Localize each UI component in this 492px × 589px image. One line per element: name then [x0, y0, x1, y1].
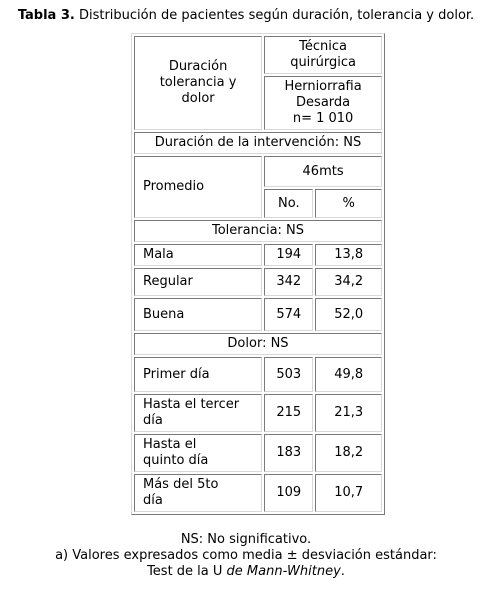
section-pain: Dolor: NS: [134, 333, 382, 355]
duration-label: Promedio: [134, 156, 262, 218]
footnote-ns: NS: No significativo.: [180, 532, 312, 547]
col-no-header: No.: [264, 189, 313, 218]
footnote-values: a) Valores expresados como media ± desviación estándar:: [55, 548, 437, 563]
header-row-label: Duración tolerancia y dolor: [134, 36, 262, 130]
section-duration: Duración de la intervención: NS: [134, 132, 382, 154]
table-row: [134, 357, 382, 392]
row-pct: 52,0: [315, 298, 382, 331]
row-pct: 18,2: [315, 434, 382, 472]
row-label: Hasta el quinto día: [134, 434, 262, 472]
footnote-test-text: Test de la U: [147, 564, 227, 579]
duration-value: 46mts: [264, 156, 382, 187]
table-caption: [0, 8, 492, 23]
row-label: Regular: [134, 268, 262, 296]
table-row: [134, 434, 382, 472]
footnote-test-italic: de Mann-Whitney: [226, 564, 341, 579]
table-row: [134, 268, 382, 296]
caption-text: Distribución de pacientes según duración, tolerancia y dolor.: [74, 8, 475, 23]
row-no: 183: [264, 434, 313, 472]
row-pct: 10,7: [315, 474, 382, 512]
header-group: Técnica quirúrgica: [264, 36, 382, 74]
section-tolerance: Tolerancia: NS: [134, 220, 382, 242]
row-label: Hasta el tercer día: [134, 394, 262, 432]
header-technique: Herniorrafia Desarda n= 1 010: [264, 76, 382, 130]
row-no: 503: [264, 357, 313, 392]
row-no: 194: [264, 244, 313, 266]
footnote-test: [0, 564, 492, 580]
row-label: Mala: [134, 244, 262, 266]
row-pct: 13,8: [315, 244, 382, 266]
row-pct: 21,3: [315, 394, 382, 432]
row-label: Más del 5to día: [134, 474, 262, 512]
patients-table: [131, 33, 385, 515]
table-footnotes: [0, 532, 492, 580]
footnote-test-end: .: [340, 564, 345, 579]
table-container: [131, 33, 385, 515]
row-label: Buena: [134, 298, 262, 331]
row-pct: 34,2: [315, 268, 382, 296]
table-row: [134, 394, 382, 432]
table-row: [134, 298, 382, 331]
row-no: 215: [264, 394, 313, 432]
row-no: 109: [264, 474, 313, 512]
caption-label: Tabla 3.: [17, 8, 75, 23]
row-no: 342: [264, 268, 313, 296]
row-pct: 49,8: [315, 357, 382, 392]
table-row: [134, 474, 382, 512]
table-row: [134, 244, 382, 266]
row-label: Primer día: [134, 357, 262, 392]
row-no: 574: [264, 298, 313, 331]
col-pct-header: %: [315, 189, 382, 218]
